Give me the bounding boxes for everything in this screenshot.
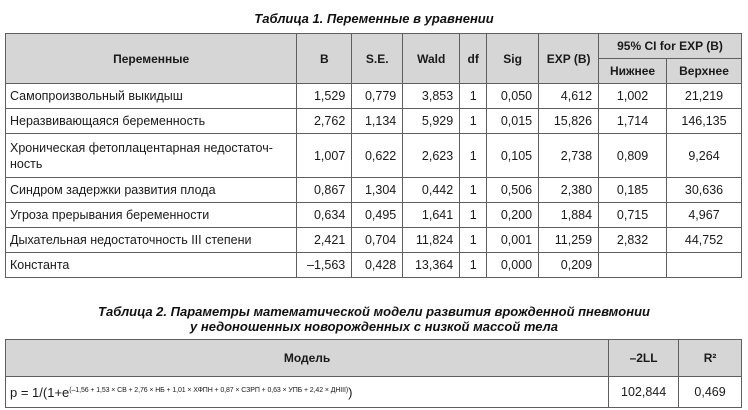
- model-formula: [6, 377, 609, 408]
- table2-caption-line1: Таблица 2. Параметры математической модели развития врожденной пневмонии: [98, 304, 650, 319]
- cell-wald: 5,929: [403, 109, 460, 134]
- table-row: [6, 178, 742, 203]
- cell-ci-lower: 1,714: [599, 109, 667, 134]
- table2-caption: [0, 304, 748, 334]
- table-row: [6, 377, 742, 408]
- header-df: df: [460, 34, 487, 84]
- cell-sig: 0,200: [487, 203, 539, 228]
- variable-name: Константа: [6, 253, 297, 278]
- cell-b: –1,563: [297, 253, 352, 278]
- header-ci: 95% CI for EXP (B): [599, 34, 742, 59]
- cell-se: 1,304: [352, 178, 403, 203]
- table-row: [6, 228, 742, 253]
- cell-wald: 3,853: [403, 84, 460, 109]
- cell-ci-upper: 146,135: [667, 109, 742, 134]
- header-variables: Переменные: [6, 34, 297, 84]
- cell-ci-lower: 1,002: [599, 84, 667, 109]
- variable-name: Угроза прерывания беременности: [6, 203, 297, 228]
- variable-name-line2: ность: [10, 156, 43, 171]
- cell-b: 2,762: [297, 109, 352, 134]
- cell-sig: 0,001: [487, 228, 539, 253]
- variable-name: [6, 134, 297, 178]
- cell-df: 1: [460, 253, 487, 278]
- header-ci-upper: Верхнее: [667, 59, 742, 84]
- cell-ci-lower: 2,832: [599, 228, 667, 253]
- cell-ci-upper: 44,752: [667, 228, 742, 253]
- formula-exponent: (–1,56 + 1,53 × СВ + 2,76 × НБ + 1,01 × ХФПН + 0,87 × СЗРП + 0,63 × УПБ + 2,42 × ДНIII): [69, 386, 349, 394]
- cell-se: 0,704: [352, 228, 403, 253]
- header-r2: R²: [679, 340, 742, 377]
- cell-sig: 0,015: [487, 109, 539, 134]
- cell-ci-upper: [667, 253, 742, 278]
- cell-ci-lower: 0,715: [599, 203, 667, 228]
- table-row: [6, 253, 742, 278]
- variable-name: Самопроизвольный выкидыш: [6, 84, 297, 109]
- table-row: [6, 84, 742, 109]
- header-ll: –2LL: [609, 340, 679, 377]
- cell-se: 0,779: [352, 84, 403, 109]
- header-b: B: [297, 34, 352, 84]
- cell-b: 2,421: [297, 228, 352, 253]
- header-wald: Wald: [403, 34, 460, 84]
- cell-exp: 2,738: [539, 134, 599, 178]
- cell-df: 1: [460, 228, 487, 253]
- model-table: [5, 339, 742, 408]
- table-row: [6, 109, 742, 134]
- header-model: Модель: [6, 340, 609, 377]
- cell-ci-lower: 0,809: [599, 134, 667, 178]
- table-row: [6, 203, 742, 228]
- variable-name-line1: Хроническая фетоплацентарная недостаточ-: [10, 140, 273, 155]
- cell-exp: 11,259: [539, 228, 599, 253]
- cell-exp: 0,209: [539, 253, 599, 278]
- cell-df: 1: [460, 203, 487, 228]
- cell-se: 0,428: [352, 253, 403, 278]
- header-se: S.E.: [352, 34, 403, 84]
- cell-ci-upper: 21,219: [667, 84, 742, 109]
- cell-exp: 1,884: [539, 203, 599, 228]
- cell-exp: 2,380: [539, 178, 599, 203]
- cell-df: 1: [460, 109, 487, 134]
- cell-df: 1: [460, 84, 487, 109]
- cell-se: 0,495: [352, 203, 403, 228]
- cell-wald: 13,364: [403, 253, 460, 278]
- cell-exp: 15,826: [539, 109, 599, 134]
- table2-caption-line2: у недоношенных новорожденных с низкой массой тела: [190, 319, 558, 334]
- cell-wald: 2,623: [403, 134, 460, 178]
- cell-b: 1,007: [297, 134, 352, 178]
- cell-wald: 11,824: [403, 228, 460, 253]
- cell-b: 1,529: [297, 84, 352, 109]
- header-ci-lower: Нижнее: [599, 59, 667, 84]
- cell-sig: 0,105: [487, 134, 539, 178]
- variable-name: Дыхательная недостаточность III степени: [6, 228, 297, 253]
- variable-name: Неразвивающаяся беременность: [6, 109, 297, 134]
- cell-wald: 1,641: [403, 203, 460, 228]
- cell-ll: 102,844: [609, 377, 679, 408]
- cell-sig: 0,050: [487, 84, 539, 109]
- cell-sig: 0,506: [487, 178, 539, 203]
- cell-b: 0,634: [297, 203, 352, 228]
- formula-suffix: ): [348, 384, 353, 400]
- variables-table: [5, 33, 742, 278]
- table-row: [6, 134, 742, 178]
- cell-se: 1,134: [352, 109, 403, 134]
- header-exp: EXP (B): [539, 34, 599, 84]
- cell-ci-upper: 9,264: [667, 134, 742, 178]
- cell-exp: 4,612: [539, 84, 599, 109]
- header-sig: Sig: [487, 34, 539, 84]
- cell-wald: 0,442: [403, 178, 460, 203]
- cell-ci-lower: [599, 253, 667, 278]
- cell-df: 1: [460, 134, 487, 178]
- formula-prefix: p = 1/(1+e: [10, 384, 70, 400]
- cell-se: 0,622: [352, 134, 403, 178]
- table1-caption: Таблица 1. Переменные в уравнении: [254, 11, 494, 26]
- cell-ci-lower: 0,185: [599, 178, 667, 203]
- variable-name: Синдром задержки развития плода: [6, 178, 297, 203]
- cell-b: 0,867: [297, 178, 352, 203]
- cell-r2: 0,469: [679, 377, 742, 408]
- cell-ci-upper: 4,967: [667, 203, 742, 228]
- cell-ci-upper: 30,636: [667, 178, 742, 203]
- cell-df: 1: [460, 178, 487, 203]
- cell-sig: 0,000: [487, 253, 539, 278]
